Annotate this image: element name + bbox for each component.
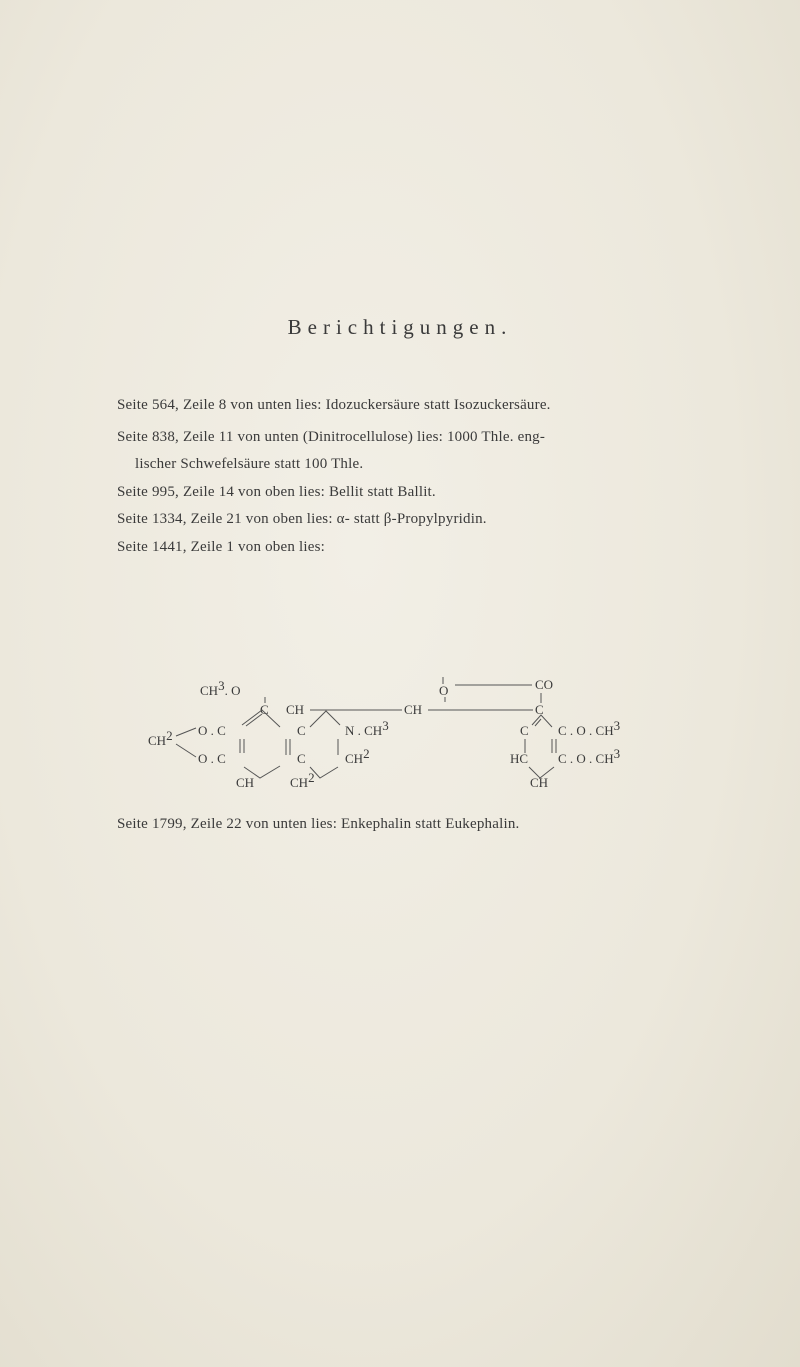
formula-ch2-left: CH2 xyxy=(148,728,173,748)
formula-c-ring-bottom: C xyxy=(297,751,306,766)
formula-c-right-top: C xyxy=(535,702,544,717)
formula-ch-top: CH xyxy=(286,702,305,717)
formula-ch-mid: CH xyxy=(404,702,423,717)
erratum-line-1: Seite 564, Zeile 8 von unten lies: Idozuckersäure statt Isozuckersäure. xyxy=(117,397,551,413)
structural-formula-drawing xyxy=(140,675,760,805)
erratum-line-3: Seite 995, Zeile 14 von oben lies: Bellit statt Ballit. xyxy=(117,484,436,500)
formula-c-o-ch3-upper: C . O . CH3 xyxy=(558,718,621,738)
formula-ch2-ring: CH2 xyxy=(345,746,370,766)
formula-n-ch3: N . CH3 xyxy=(345,718,389,738)
erratum-line-6: Seite 1799, Zeile 22 von unten lies: Enkephalin statt Eukephalin. xyxy=(117,816,520,832)
formula-hc: HC xyxy=(510,751,529,766)
formula-ch3o: CH3. O xyxy=(200,678,241,698)
formula-ch2-bottom: CH2 xyxy=(290,770,315,790)
formula-o-c-upper: O . C xyxy=(198,723,226,738)
formula-ch-bottom-right: CH xyxy=(530,775,549,790)
formula-ch-bottom: CH xyxy=(236,775,255,790)
structural-formula xyxy=(140,675,760,805)
formula-c-ring-top: C xyxy=(297,723,306,738)
formula-o-c-lower: O . C xyxy=(198,751,226,766)
formula-c-o-ch3-lower: C . O . CH3 xyxy=(558,746,621,766)
erratum-line-2: Seite 838, Zeile 11 von unten (Dinitrocellulose) lies: 1000 Thle. eng- xyxy=(117,429,546,445)
page-title: Berichtigungen. xyxy=(287,315,513,339)
formula-o-mid: O xyxy=(439,683,449,698)
erratum-line-5: Seite 1441, Zeile 1 von oben lies: xyxy=(117,539,326,555)
formula-c-top: C xyxy=(260,702,269,717)
formula-c-right-ring: C xyxy=(520,723,529,738)
erratum-line-4: Seite 1334, Zeile 21 von oben lies: α- statt β-Propylpyridin. xyxy=(117,511,487,527)
erratum-line-2-continued: lischer Schwefelsäure statt 100 Thle. xyxy=(135,456,364,472)
formula-co: CO xyxy=(535,677,554,692)
